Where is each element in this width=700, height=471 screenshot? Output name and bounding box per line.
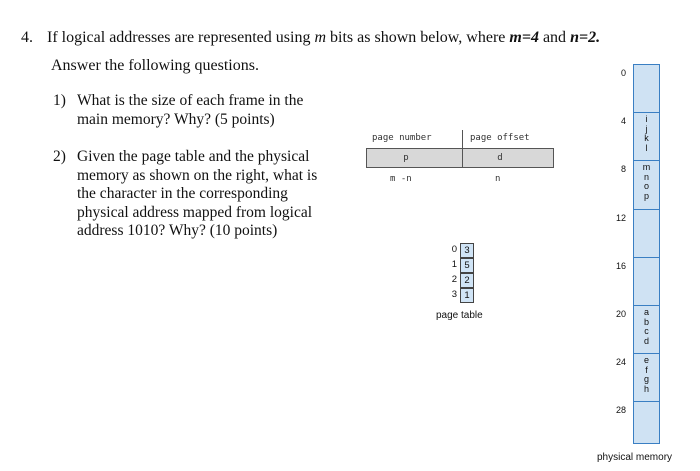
memory-address-label: 16 — [615, 260, 626, 271]
frame-divider — [633, 112, 660, 113]
subquestion-text: Given the page table and the physical memory as shown on the right, what is the character in the corresponding physical address mapped from logical address 1010? Why? (10 points) — [77, 148, 318, 239]
memory-address-label: 20 — [615, 309, 626, 319]
frame-divider — [633, 209, 660, 210]
frame-divider — [633, 353, 660, 354]
frame-contents: e f g h — [643, 355, 649, 394]
frame-divider — [633, 257, 660, 258]
page-table-frame: 2 — [460, 273, 474, 288]
page-table — [447, 243, 487, 307]
memory-address-label: 8 — [620, 164, 626, 175]
memory-address-label: 24 — [615, 357, 626, 368]
page-table-index: 0 — [451, 244, 457, 255]
memory-address-label: 12 — [615, 212, 626, 223]
page-table-index: 3 — [451, 289, 457, 300]
question-header — [47, 29, 600, 47]
page-table-frame: 1 — [460, 288, 474, 303]
memory-address-label: 28 — [615, 405, 626, 416]
subquestion-number: 2) — [53, 148, 66, 165]
page-offset-field: d — [497, 153, 503, 163]
memory-address-label: 0 — [620, 68, 626, 78]
page-number-field: p — [403, 153, 409, 163]
logical-address-box — [366, 148, 554, 168]
frame-divider — [633, 160, 660, 161]
subquestion-number: 1) — [53, 92, 66, 109]
page-number-bits: m -n — [390, 174, 412, 184]
page-table-index: 2 — [451, 274, 457, 285]
instruction: Answer the following questions. — [51, 57, 259, 74]
frame-contents: m n o p — [642, 162, 651, 201]
var-m: m — [314, 29, 327, 46]
question-intro: If logical addresses are represented using — [47, 29, 311, 46]
page-table-frame: 3 — [460, 243, 474, 258]
physical-memory-label: physical memory — [597, 452, 673, 463]
page-table-frame: 5 — [460, 258, 474, 273]
frame-divider — [633, 305, 660, 306]
page-offset-bits: n — [495, 174, 501, 184]
frame-contents: a b c d — [643, 307, 649, 346]
subquestion-text: What is the size of each frame in the main memory? Why? (5 points) — [77, 92, 304, 128]
question-bits-text: bits as shown below, where — [330, 29, 506, 46]
page-offset-label: page offset — [470, 133, 530, 143]
and-text: and — [542, 29, 567, 46]
page-table-label: page table — [436, 310, 483, 321]
n-equals: n=2. — [570, 29, 601, 46]
page-table-index: 1 — [451, 259, 457, 270]
frame-contents: i j k l — [644, 114, 649, 153]
question-number: 4. — [21, 29, 33, 46]
memory-address-label: 4 — [620, 116, 626, 127]
frame-divider — [633, 401, 660, 402]
address-divider — [462, 130, 463, 168]
subquestion-1 — [53, 92, 343, 132]
m-equals: m=4 — [509, 29, 539, 46]
subquestion-2 — [53, 148, 343, 248]
page-number-label: page number — [372, 133, 432, 143]
